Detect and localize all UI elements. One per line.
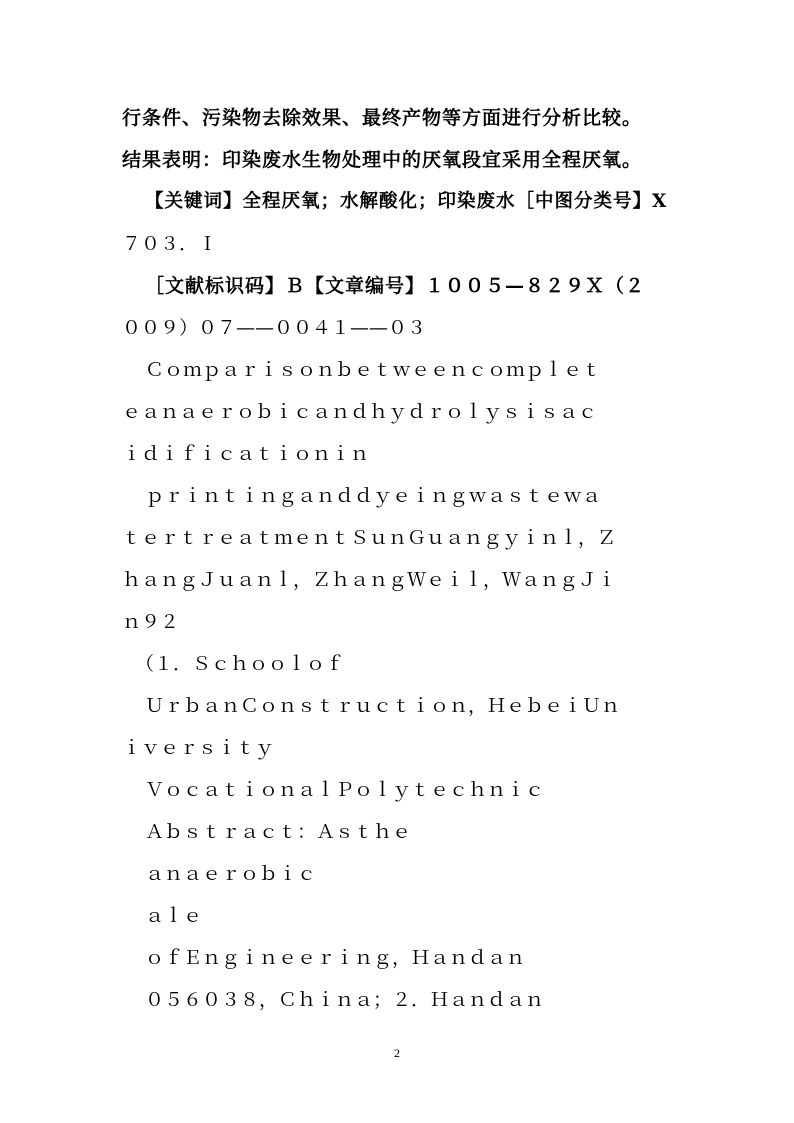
abstract-line-1: Ａｂｓｔｒａｃｔ：Ａｓｔｈｅ [145, 821, 412, 843]
page-number: 2 [394, 1046, 400, 1060]
classification-line: ７０３．Ｉ [122, 233, 218, 255]
english-title-line-5: ｔｅｒｔｒｅａｔｍｅｎｔＳｕｎＧｕａｎｇｙｉｎｌ，Ｚ [122, 527, 617, 549]
affiliation-line-2: ＵｒｂａｎＣｏｎｓｔｒｕｃｔｉｏｎ，ＨｅｂｅｉＵｎ [145, 695, 621, 717]
affiliation-line-4: ＶｏｃａｔｉｏｎａｌＰｏｌｙｔｅｃｈｎｉｃ [145, 779, 545, 801]
english-title-line-1: Ｃｏｍｐａｒｉｓｏｎｂｅｔｗｅｅｎｃｏｍｐｌｅｔ [145, 359, 602, 381]
article-number-line: ００９）０７——００４１——０３ [122, 317, 427, 339]
english-title-line-2: ｅａｎａｅｒｏｂｉｃａｎｄｈｙｄｒｏｌｙｓｉｓａｃ [122, 401, 598, 423]
affiliation-line-3: ｉｖｅｒｓｉｔｙ [122, 737, 275, 759]
affiliation-line-6: ０５６０３８，Ｃｈｉｎａ；２．Ｈａｎｄａｎ [145, 989, 545, 1011]
affiliation-line-5: ｏｆＥｎｇｉｎｅｅｒｉｎｇ，Ｈａｎｄａｎ [145, 947, 526, 969]
english-title-line-3: ｉｄｉｆｉｃａｔｉｏｎｉｎ [122, 443, 370, 465]
abstract-line-3: ａｌｅ [145, 905, 203, 927]
body-line-2: 结果表明：印染废水生物处理中的厌氧段宜采用全程厌氧。 [122, 149, 643, 171]
body-line-1: 行条件、污染物去除效果、最终产物等方面进行分析比较。 [122, 107, 643, 129]
english-title-line-4: ｐｒｉｎｔｉｎｇａｎｄｄｙｅｉｎｇｗａｓｔｅｗａ [145, 485, 602, 507]
keywords-line: 【关键词】全程厌氧；水解酸化；印染废水［中图分类号】X [145, 191, 668, 212]
document-code-line: ［文献标识码】Ｂ【文章编号】１００５—８２９Ｘ（２ [145, 275, 646, 297]
affiliation-line-1: （１．Ｓｃｈｏｏｌｏｆ [135, 653, 345, 675]
authors-line: ｈａｎｇＪｕａｎｌ，ＺｈａｎｇＷｅｉｌ，ＷａｎｇＪｉ [122, 569, 617, 591]
authors-line-end: ｎ９２ [122, 611, 180, 633]
abstract-line-2: ａｎａｅｒｏｂｉｃ [145, 863, 317, 885]
